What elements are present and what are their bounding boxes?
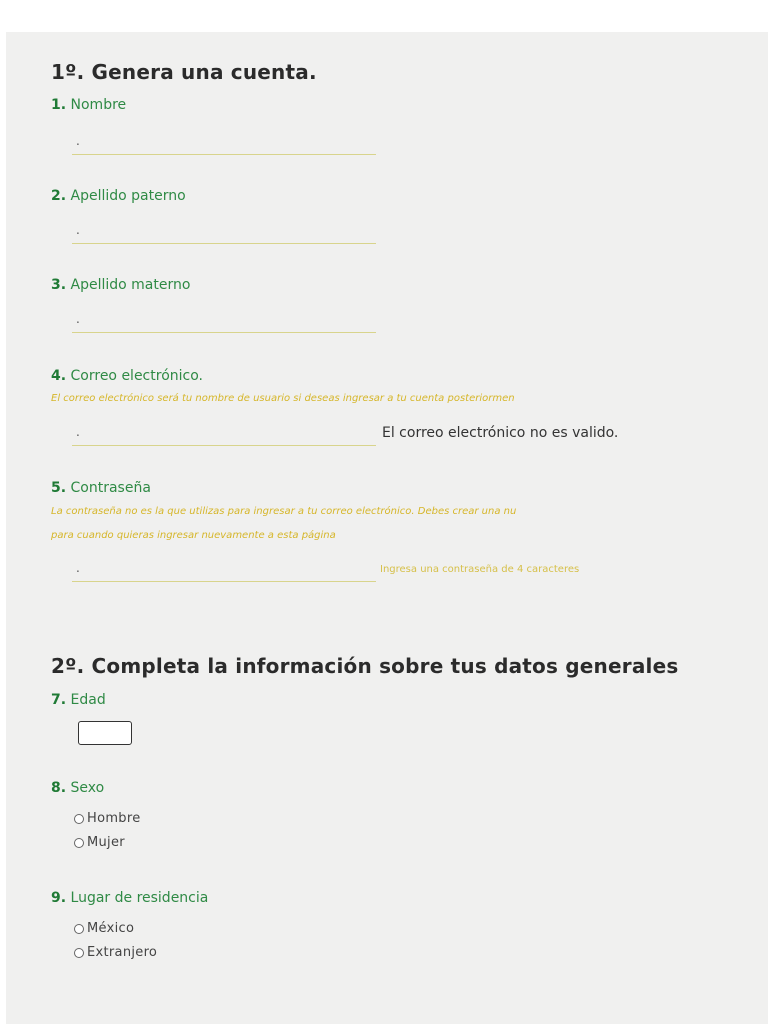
radio-mexico-label: México xyxy=(87,921,135,936)
correo-number: 4. xyxy=(51,368,67,384)
sexo-label-text: Sexo xyxy=(70,780,105,796)
section-1-title: 1º. Genera una cuenta. xyxy=(51,60,317,84)
edad-number: 7. xyxy=(51,692,67,708)
edad-input[interactable] xyxy=(78,721,132,745)
contrasena-hint-line-1: La contraseña no es la que utilizas para ingresar a tu correo electrónico. Debes crear una nu xyxy=(51,506,517,517)
apellido-materno-number: 3. xyxy=(51,277,67,293)
section-2-title: 2º. Completa la información sobre tus datos generales xyxy=(51,654,679,678)
correo-hint: El correo electrónico será tu nombre de usuario si deseas ingresar a tu cuenta posteriormen xyxy=(51,393,515,404)
apellido-materno-value: . xyxy=(76,312,80,326)
apellido-paterno-label xyxy=(51,188,186,204)
radio-mujer[interactable] xyxy=(74,838,84,848)
correo-label xyxy=(51,368,203,384)
radio-extranjero[interactable] xyxy=(74,948,84,958)
apellido-materno-input[interactable] xyxy=(72,312,376,333)
correo-value: . xyxy=(76,425,80,439)
nombre-number: 1. xyxy=(51,97,67,113)
sexo-option-mujer[interactable] xyxy=(74,835,125,850)
apellido-paterno-value: . xyxy=(76,223,80,237)
nombre-label-text: Nombre xyxy=(70,97,127,113)
sexo-option-hombre[interactable] xyxy=(74,811,141,826)
edad-label-text: Edad xyxy=(70,692,106,708)
radio-mujer-label: Mujer xyxy=(87,835,125,850)
radio-hombre-label: Hombre xyxy=(87,811,141,826)
nombre-label xyxy=(51,97,126,113)
residencia-option-extranjero[interactable] xyxy=(74,945,157,960)
residencia-number: 9. xyxy=(51,890,67,906)
contrasena-label xyxy=(51,480,151,496)
apellido-paterno-label-text: Apellido paterno xyxy=(70,188,186,204)
apellido-paterno-number: 2. xyxy=(51,188,67,204)
contrasena-value: . xyxy=(76,561,80,575)
form-sheet xyxy=(6,32,768,1024)
apellido-paterno-input[interactable] xyxy=(72,223,376,244)
correo-input[interactable] xyxy=(72,425,376,446)
edad-label xyxy=(51,692,106,708)
nombre-value: . xyxy=(76,134,80,148)
contrasena-number: 5. xyxy=(51,480,67,496)
nombre-input[interactable] xyxy=(72,134,376,155)
apellido-materno-label-text: Apellido materno xyxy=(70,277,191,293)
radio-mexico[interactable] xyxy=(74,924,84,934)
radio-extranjero-label: Extranjero xyxy=(87,945,158,960)
correo-error-message: El correo electrónico no es valido. xyxy=(382,425,619,441)
sexo-number: 8. xyxy=(51,780,67,796)
sexo-label xyxy=(51,780,104,796)
apellido-materno-label xyxy=(51,277,190,293)
contrasena-label-text: Contraseña xyxy=(70,480,151,496)
correo-label-text: Correo electrónico. xyxy=(70,368,203,384)
contrasena-error-message: Ingresa una contraseña de 4 caracteres xyxy=(380,564,580,575)
residencia-option-mexico[interactable] xyxy=(74,921,134,936)
residencia-label-text: Lugar de residencia xyxy=(70,890,209,906)
residencia-label xyxy=(51,890,208,906)
radio-hombre[interactable] xyxy=(74,814,84,824)
contrasena-input[interactable] xyxy=(72,561,376,582)
contrasena-hint-line-2: para cuando quieras ingresar nuevamente a esta página xyxy=(51,530,336,541)
